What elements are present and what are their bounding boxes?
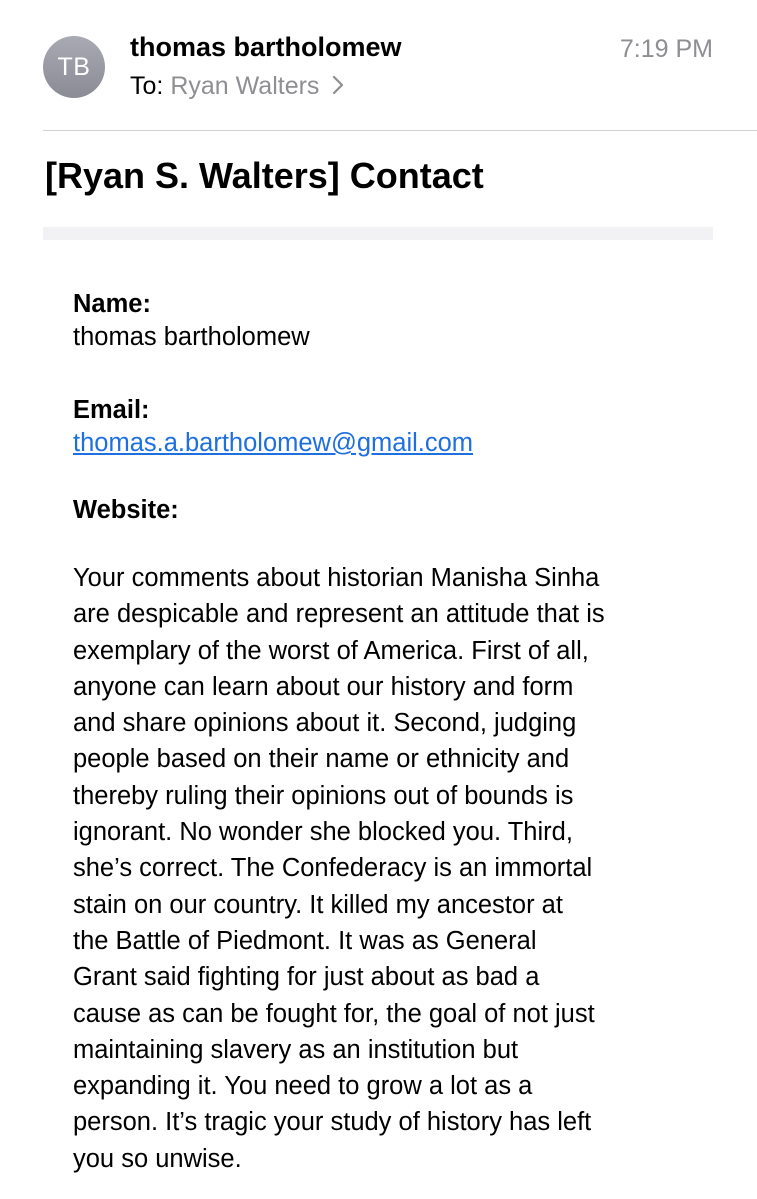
name-field xyxy=(73,288,713,354)
message-line: the Battle of Piedmont. It was as General xyxy=(73,926,537,955)
to-label: To: xyxy=(130,72,164,100)
received-time: 7:19 PM xyxy=(619,35,713,63)
message-line: and share opinions about it. Second, judging xyxy=(73,709,577,738)
website-field xyxy=(73,494,713,527)
message-line: you so unwise. xyxy=(73,1144,242,1173)
chevron-right-icon[interactable] xyxy=(332,75,344,95)
content-separator-band xyxy=(43,227,713,240)
message-line: expanding it. You need to grow a lot as a xyxy=(73,1072,533,1101)
name-label: Name: xyxy=(73,290,151,318)
sender-avatar[interactable]: TB xyxy=(43,36,105,98)
recipient-line[interactable] xyxy=(130,70,344,102)
sender-name[interactable]: thomas bartholomew xyxy=(130,32,402,62)
message-body xyxy=(73,560,733,1177)
email-link[interactable]: thomas.a.bartholomew@gmail.com xyxy=(73,429,474,457)
message-line: ignorant. No wonder she blocked you. Third, xyxy=(73,818,573,847)
message-line: Your comments about historian Manisha Sinha xyxy=(73,564,600,592)
website-label: Website: xyxy=(73,496,179,524)
message-line: she’s correct. The Confederacy is an immortal xyxy=(73,854,593,883)
email-subject: [Ryan S. Walters] Contact xyxy=(45,155,484,196)
message-line: people based on their name or ethnicity and xyxy=(73,745,570,774)
message-line: exemplary of the worst of America. First of all, xyxy=(73,636,589,665)
message-line: thereby ruling their opinions out of bounds is xyxy=(73,781,574,810)
message-line: anyone can learn about our history and form xyxy=(73,672,574,701)
message-line: cause as can be fought for, the goal of not just xyxy=(73,999,595,1028)
message-line: maintaining slavery as an institution but xyxy=(73,1035,519,1064)
email-field xyxy=(73,394,713,460)
message-line: person. It’s tragic your study of history has left xyxy=(73,1108,592,1137)
message-line: are despicable and represent an attitude that is xyxy=(73,600,605,629)
recipient-name[interactable]: Ryan Walters xyxy=(170,72,320,100)
message-line: Grant said fighting for just about as bad a xyxy=(73,963,540,992)
message-line: stain on our country. It killed my ancestor at xyxy=(73,890,563,919)
name-value: thomas bartholomew xyxy=(73,323,310,351)
header-divider xyxy=(43,130,757,131)
email-label: Email: xyxy=(73,396,150,424)
